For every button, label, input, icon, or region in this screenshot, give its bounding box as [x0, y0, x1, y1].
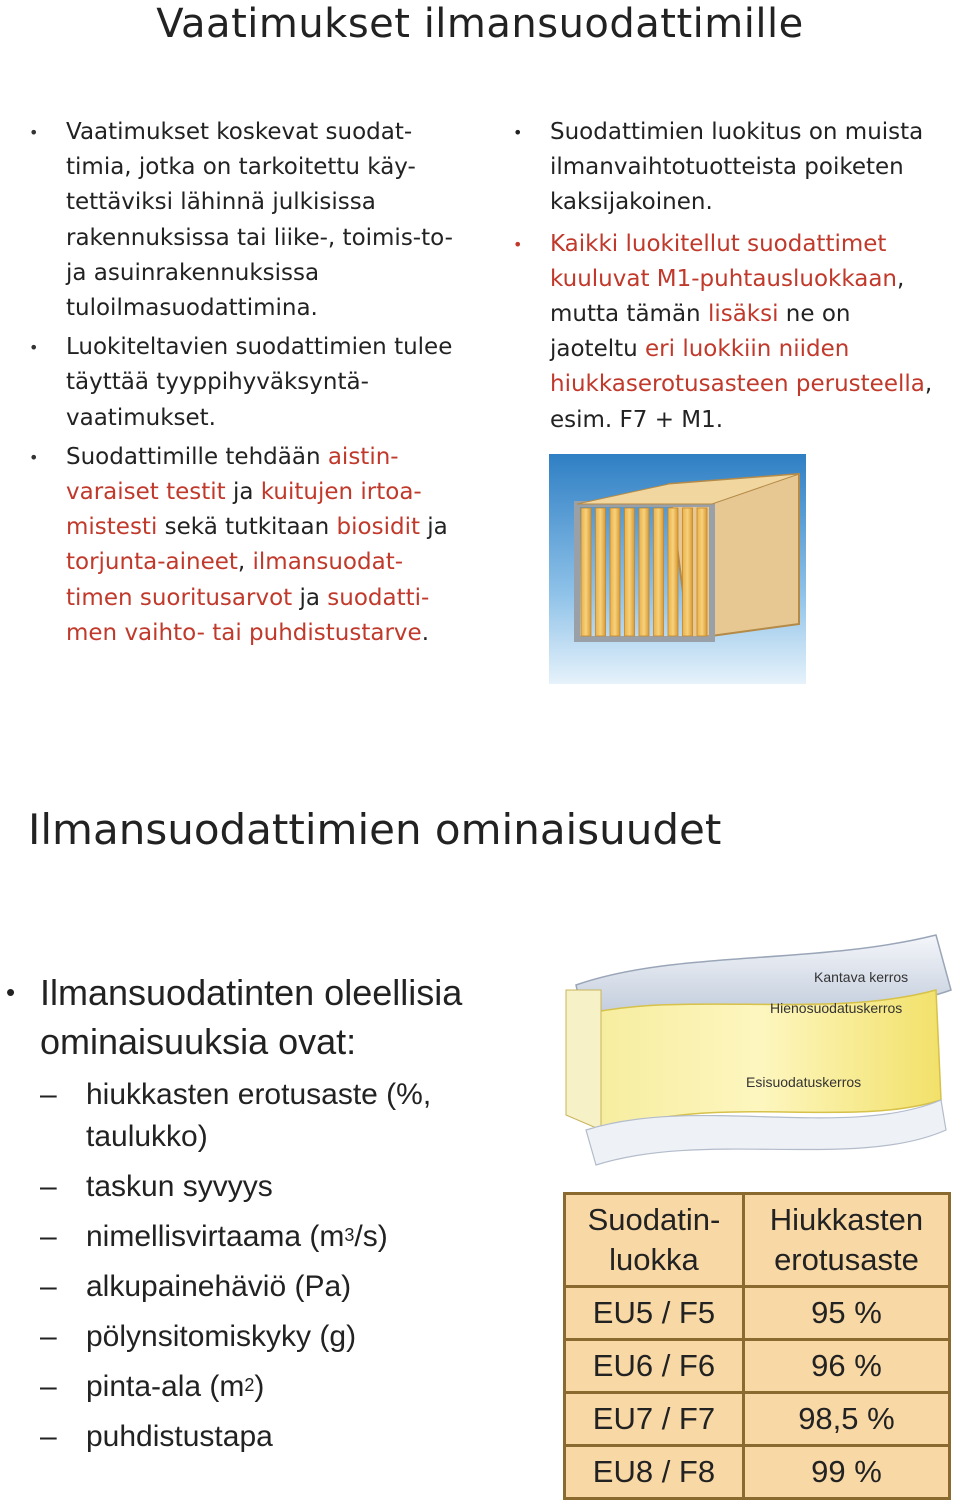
classification-item: • Kaikki luokitellut suodattimet kuuluvat M1-puhtausluokkaan, mutta tämän lisäksi ne on jaoteltu eri luokkiin niiden hiukkaserotusasteen perusteella, esim. F7 + M1.	[513, 230, 933, 433]
table-header-efficiency: Hiukkasten erotusaste	[743, 1194, 949, 1287]
highlighted-term: biosidit	[336, 514, 420, 541]
filter-pocket	[683, 508, 693, 636]
efficiency-cell: 95 %	[743, 1287, 949, 1340]
property-item: – hiukkasten erotusaste (%, taulukko)	[40, 1078, 432, 1153]
section-title: Ilmansuodattimien ominaisuudet	[28, 805, 722, 854]
filter-layers-diagram	[556, 930, 956, 1180]
filter-pocket	[596, 508, 606, 636]
table-row	[565, 1287, 950, 1340]
text-segment: Luokiteltavien suodattimien tulee	[66, 334, 453, 361]
text-segment: ja	[419, 514, 448, 541]
requirement-item: • Suodattimille tehdään aistin- varaiset testit ja kuitujen irtoa- mistesti sekä tutkitaan biosidit ja torjunta-aineet, ilmansuodat- timen suoritusarvot ja suodatti- men vaihto- tai puhdistustarve.	[29, 443, 448, 646]
property-item: – puhdistustapa	[40, 1420, 273, 1453]
layer-label-support: Kantava kerros	[814, 969, 909, 985]
text-segment: Vaatimukset koskevat suodat-	[66, 119, 413, 145]
highlighted-term: kuuluvat M1-puhtausluokkaan	[550, 265, 898, 292]
text-segment: ja asuinrakennuksissa	[66, 259, 320, 286]
properties-intro: • Ilmansuodatinten oleellisia ominaisuuksia ovat:	[6, 972, 463, 1062]
text-segment: ilmanvaihtotuotteista poiketen	[550, 154, 904, 181]
efficiency-cell: 99 %	[743, 1446, 949, 1499]
classification-item: • Suodattimien luokitus on muista ilmanvaihtotuotteista poiketen kaksijakoinen.	[513, 119, 924, 216]
text-segment: rakennuksissa tai liike-, toimis-to-	[66, 224, 453, 251]
highlighted-term: eri luokkiin niiden	[645, 336, 850, 363]
highlighted-term: hiukkaserotusasteen perusteella	[550, 371, 925, 398]
layer-label-pre: Esisuodatuskerros	[746, 1074, 862, 1090]
filter-pocket	[697, 508, 707, 636]
table-row	[565, 1393, 950, 1446]
highlighted-term: men vaihto- tai puhdistustarve	[66, 619, 422, 646]
requirements-list	[29, 115, 486, 655]
filter-class-cell: EU5 / F5	[565, 1287, 744, 1340]
efficiency-cell: 98,5 %	[743, 1393, 949, 1446]
layer-label-fine: Hienosuodatuskerros	[770, 1000, 903, 1016]
filter-pocket	[625, 508, 635, 636]
highlighted-term: lisäksi	[707, 301, 779, 328]
highlighted-term: mistesti	[66, 514, 158, 541]
table-header-class: Suodatin- luokka	[565, 1194, 744, 1287]
requirement-item: • Vaatimukset koskevat suodat- timia, jotka on tarkoitettu käy- tettäviksi lähinnä julkisissa rakennuksissa tai liike-, toimis-to- ja asuinrakennuksissa tuloilmasuodattimina.	[29, 119, 453, 322]
property-item: – pölynsitomiskyky (g)	[40, 1320, 357, 1353]
highlighted-term: varaiset testit	[66, 479, 226, 506]
highlighted-term: ilmansuodat-	[252, 549, 404, 576]
properties-list	[6, 968, 560, 1466]
highlighted-term: Kaikki luokitellut suodattimet	[550, 230, 887, 257]
filter-pocket	[668, 508, 678, 636]
property-item: – alkupainehäviö (Pa)	[40, 1270, 352, 1303]
filter-pocket	[610, 508, 620, 636]
text-segment: kaksijakoinen.	[550, 189, 713, 216]
filter-pocket	[581, 508, 591, 636]
classification-list	[513, 115, 950, 444]
text-segment: vaatimukset.	[66, 404, 216, 431]
text-segment: ne on	[778, 301, 851, 328]
text-segment: Suodattimille tehdään	[66, 443, 328, 470]
text-segment: ja	[292, 584, 328, 611]
text-segment: Suodattimien luokitus on muista	[550, 119, 924, 145]
text-segment: ,	[237, 549, 253, 576]
requirement-item: • Luokiteltavien suodattimien tulee täyttää tyyppihyväksyntä- vaatimukset.	[29, 334, 453, 431]
text-segment: täyttää tyyppihyväksyntä-	[66, 369, 369, 396]
text-segment: mutta tämän	[550, 301, 708, 328]
property-item: – pinta-ala $(m^2)$	[40, 1370, 265, 1403]
text-segment: esim. F7 + M1.	[550, 406, 724, 433]
highlighted-term: torjunta-aineet	[66, 549, 238, 576]
text-segment: timia, jotka on tarkoitettu käy-	[66, 154, 416, 181]
property-sublist	[40, 1074, 560, 1458]
text-segment: ja	[225, 479, 261, 506]
property-item: – nimellisvirtaama $(m^3/s)$	[40, 1220, 388, 1253]
highlighted-term: aistin-	[327, 443, 399, 470]
text-segment: tuloilmasuodattimina.	[66, 295, 318, 322]
filter-class-cell: EU7 / F7	[565, 1393, 744, 1446]
bag-filter-image	[549, 454, 806, 684]
highlighted-term: kuitujen irtoa-	[260, 479, 422, 506]
highlighted-term: suodatti-	[327, 584, 430, 611]
property-item: – taskun syvyys	[40, 1170, 273, 1203]
text-segment: tettäviksi lähinnä julkisissa	[66, 189, 376, 216]
filter-class-table	[563, 1192, 951, 1500]
table-row	[565, 1340, 950, 1393]
filter-class-cell: EU6 / F6	[565, 1340, 744, 1393]
text-segment: jaoteltu	[550, 336, 646, 363]
table-header-row	[565, 1194, 950, 1287]
highlighted-term: timen suoritusarvot	[66, 584, 293, 611]
page-title: Vaatimukset ilmansuodattimille	[156, 1, 804, 47]
text-segment: .	[421, 619, 430, 646]
text-segment: ,	[897, 265, 905, 292]
table-row	[565, 1446, 950, 1499]
filter-class-cell: EU8 / F8	[565, 1446, 744, 1499]
filter-pocket	[654, 508, 664, 636]
filter-pocket	[639, 508, 649, 636]
text-segment: sekä tutkitaan	[157, 514, 337, 541]
text-segment: ,	[924, 371, 933, 398]
efficiency-cell: 96 %	[743, 1340, 949, 1393]
